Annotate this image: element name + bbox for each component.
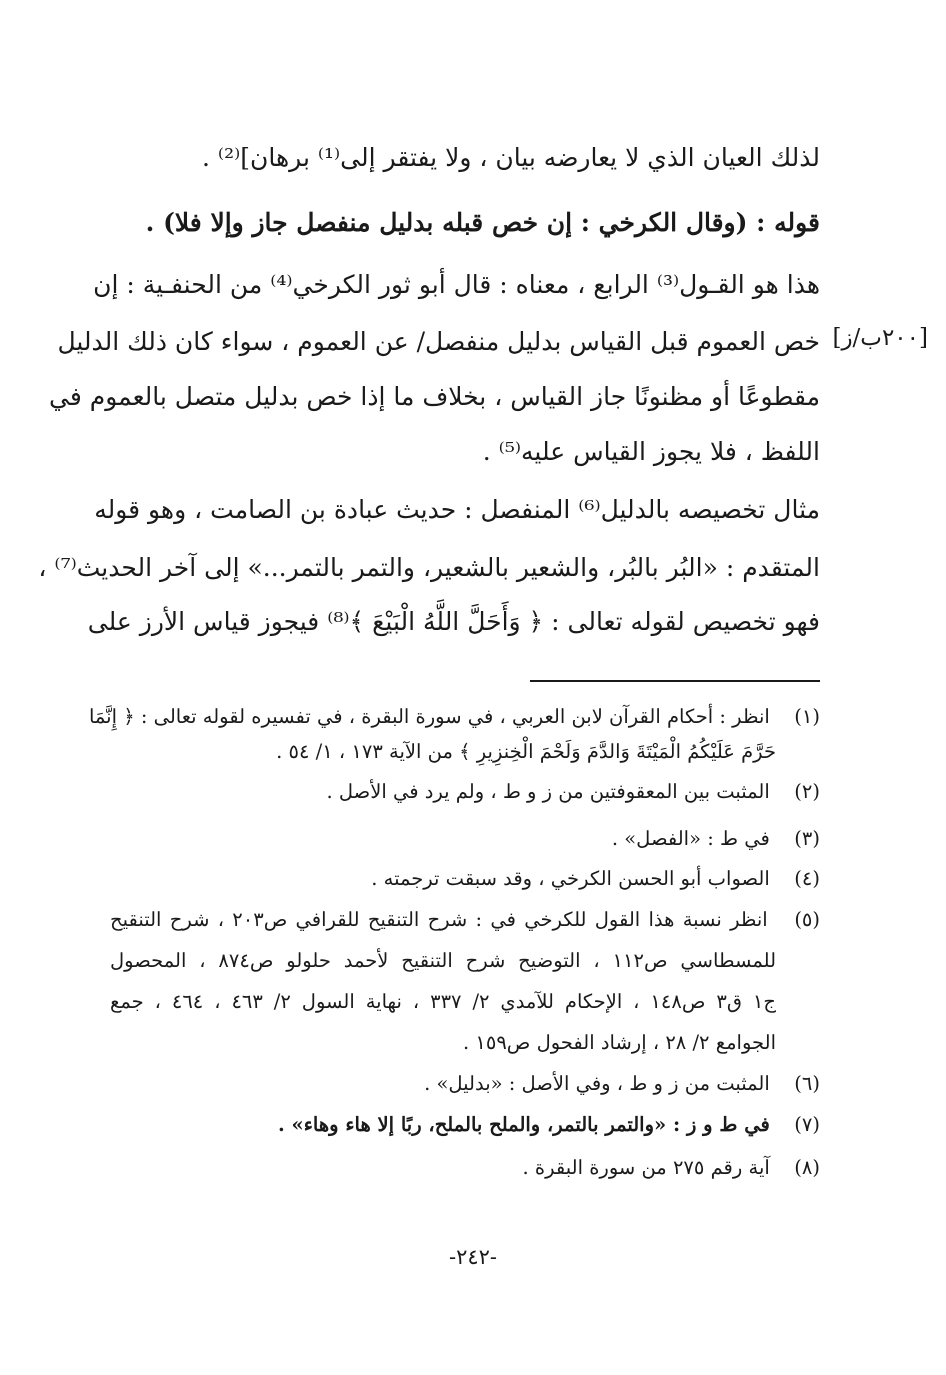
- body-line-2-quote-heading: قوله : (وقال الكرخي : إن خص قبله بدليل منفصل جاز وإلا فلا) .: [145, 208, 820, 237]
- body-line-8: المتقدم : «البُر بالبُر، والشعير بالشعير، والتمر بالتمر...» إلى آخر الحديث⁽⁷⁾ ،: [38, 553, 820, 582]
- footnote-number: (٨): [794, 1156, 820, 1179]
- footnote-1: [88, 700, 820, 734]
- footnote-5-cont-2: ج١ ق٣ ص١٤٨ ، الإحكام للآمدي ٢/ ٣٣٧ ، نهاية السول ٢/ ٤٦٣ ، ٤٦٤ ، جمع: [110, 990, 776, 1013]
- footnote-number: (٢): [794, 780, 820, 803]
- footnote-text: في ط و ز : «والتمر بالتمر، والملح بالملح، ربًا إلا هاء وهاء» .: [277, 1113, 770, 1136]
- margin-manuscript-reference: [٢٠٠ب/ز]: [832, 325, 928, 351]
- footnote-separator: [530, 680, 820, 682]
- body-line-6: اللفظ ، فلا يجوز القياس عليه⁽⁵⁾ .: [482, 437, 820, 466]
- body-line-3: هذا هو القـول⁽³⁾ الرابع ، معناه : قال أبو ثور الكرخي⁽⁴⁾ من الحنفـية : إن: [93, 270, 820, 299]
- footnote-6: [110, 1067, 820, 1101]
- body-line-9: فهو تخصيص لقوله تعالى : ﴿ وَأَحَلَّ اللَّهُ الْبَيْعَ ﴾⁽⁸⁾ فيجوز قياس الأرز على: [87, 607, 820, 636]
- body-line-7: مثال تخصيصه بالدليل⁽⁶⁾ المنفصل : حديث عبادة بن الصامت ، وهو قوله: [94, 495, 820, 524]
- footnote-8: [110, 1151, 820, 1185]
- footnote-text: المثبت من ز و ط ، وفي الأصل : «بدليل» .: [424, 1072, 770, 1095]
- body-line-1: لذلك العيان الذي لا يعارضه بيان ، ولا يفتقر إلى⁽¹⁾ برهان]⁽²⁾ .: [202, 143, 820, 172]
- footnote-3: [110, 822, 820, 856]
- footnote-text: في ط : «الفصل» .: [611, 827, 770, 850]
- body-line-4: خص العموم قبل القياس بدليل منفصل/ عن العموم ، سواء كان ذلك الدليل: [57, 327, 820, 356]
- footnote-text: انظر نسبة هذا القول للكرخي في : شرح التنقيح للقرافي ص٢٠٣ ، شرح التنقيح: [110, 908, 768, 931]
- footnote-2: [110, 775, 820, 809]
- footnote-7: [110, 1108, 820, 1142]
- footnote-number: (٣): [794, 827, 820, 850]
- footnote-5: [110, 903, 820, 937]
- footnote-1-cont: حَرَّمَ عَلَيْكُمُ الْمَيْتَةَ وَالدَّمَ وَلَحْمَ الْخِنزِيرِ ﴾ من الآية ١٧٣ ، ١/ ٥٤ .: [276, 740, 776, 763]
- footnote-number: (٦): [794, 1072, 820, 1095]
- footnote-text: الصواب أبو الحسن الكرخي ، وقد سبقت ترجمته .: [371, 867, 770, 890]
- footnote-number: (٤): [794, 867, 820, 890]
- footnote-number: (٧): [794, 1113, 820, 1136]
- footnote-5-cont-1: للمسطاسي ص١١٢ ، التوضيح شرح التنقيح لأحمد حلولو ص٨٧٤ ، المحصول: [110, 949, 777, 972]
- footnote-text: المثبت بين المعقوفتين من ز و ط ، ولم يرد في الأصل .: [326, 780, 770, 803]
- footnote-5-cont-3: الجوامع ٢/ ٢٨ ، إرشاد الفحول ص١٥٩ .: [462, 1031, 776, 1054]
- body-line-5: مقطوعًا أو مظنونًا جاز القياس ، بخلاف ما إذا خص بدليل متصل بالعموم في: [48, 382, 820, 411]
- page-number: -٢٤٢-: [448, 1245, 498, 1269]
- footnote-number: (١): [794, 705, 820, 728]
- footnote-text: انظر : أحكام القرآن لابن العربي ، في سورة البقرة ، في تفسيره لقوله تعالى : ﴿ إِنَّمَا: [88, 705, 770, 728]
- footnote-number: (٥): [794, 908, 821, 931]
- footnote-4: [110, 862, 820, 896]
- footnote-text: آية رقم ٢٧٥ من سورة البقرة .: [522, 1156, 770, 1179]
